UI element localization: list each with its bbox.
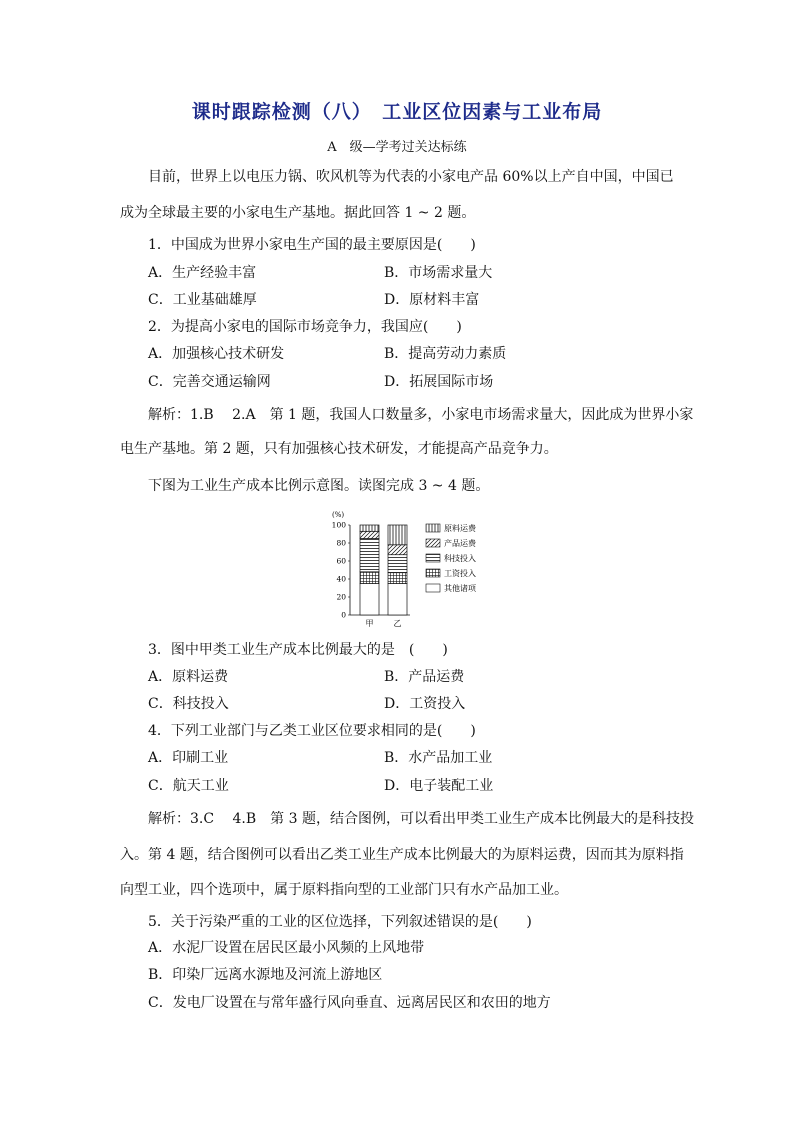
chart-y-unit: (%) (332, 511, 345, 519)
page-title: 课时跟踪检测（八） 工业区位因素与工业布局 (191, 101, 603, 123)
chart-legend-label: 原料运费 (444, 524, 476, 533)
chart-bar-segment (388, 525, 407, 545)
chart-y-tick-label: 60 (336, 556, 346, 566)
chart-category-label: 甲 (365, 619, 374, 628)
question-5-stem: 5．关于污染严重的工业的区位选择，下列叙述错误的是( ) (148, 914, 532, 930)
chart-legend-label: 科技投入 (444, 554, 476, 563)
chart-category-label: 乙 (393, 619, 402, 628)
intro-1-line-2: 成为全球最主要的小家电生产基地。据此回答 1 ~ 2 题。 (120, 205, 476, 221)
intro-2: 下图为工业生产成本比例示意图。读图完成 3 ~ 4 题。 (148, 478, 490, 494)
chart-legend-swatch (426, 539, 440, 547)
chart-legend-swatch (426, 554, 440, 562)
chart-y-tick-label: 80 (336, 538, 346, 548)
answer-1-2-line-1: 解析：1.B 2.A 第 1 题，我国人口数量多，小家电市场需求量大，因此成为世界小家 (148, 407, 694, 423)
q4-option-c: C．航天工业 (148, 778, 229, 794)
answer-3-4-line-1: 解析：3.C 4.B 第 3 题，结合图例，可以看出甲类工业生产成本比例最大的是科技投 (148, 811, 694, 827)
chart-y-tick-label: 40 (336, 574, 346, 584)
chart-legend-swatch (426, 584, 440, 592)
q5-option-b: B．印染厂远离水源地及河流上游地区 (148, 967, 383, 983)
q4-option-a: A．印刷工业 (148, 750, 229, 766)
q4-option-d: D．电子装配工业 (384, 778, 494, 794)
chart-bar-segment (360, 539, 379, 572)
q4-option-b: B．水产品加工业 (384, 750, 493, 766)
q2-option-b: B．提高劳动力素质 (384, 346, 507, 362)
chart-bar-segment (360, 531, 379, 538)
question-3-stem: 3．图中甲类工业生产成本比例最大的是 ( ) (148, 642, 448, 658)
chart-legend-label: 其他诸项 (444, 584, 476, 593)
q3-option-a: A．原料运费 (148, 669, 229, 685)
chart-bar-segment (388, 584, 407, 616)
section-subtitle: A 级—学考过关达标练 (327, 140, 467, 155)
answer-1-2-line-2: 电生产基地。第 2 题，只有加强核心技术研发，才能提高产品竞争力。 (120, 441, 558, 457)
q2-option-c: C．完善交通运输网 (148, 374, 271, 390)
question-4-stem: 4．下列工业部门与乙类工业区位要求相同的是( ) (148, 723, 476, 739)
q1-option-a: A．生产经验丰富 (148, 265, 257, 281)
q5-option-c: C．发电厂设置在与常年盛行风向垂直、远离居民区和农田的地方 (148, 995, 551, 1011)
answer-3-4-line-3: 向型工业，四个选项中，属于原料指向型的工业部门只有水产品加工业。 (120, 882, 568, 898)
chart-legend-swatch (426, 569, 440, 577)
q3-option-c: C．科技投入 (148, 696, 229, 712)
chart-bar-segment (388, 545, 407, 555)
q1-option-d: D．原材料丰富 (384, 292, 480, 308)
chart-legend-label: 产品运费 (444, 539, 476, 548)
question-2-stem: 2．为提高小家电的国际市场竞争力，我国应( ) (148, 319, 462, 335)
chart-bar-segment (360, 584, 379, 616)
chart-bar-segment (360, 572, 379, 584)
q1-option-b: B．市场需求量大 (384, 265, 493, 281)
q3-option-b: B．产品运费 (384, 669, 465, 685)
chart-bar-segment (360, 525, 379, 531)
q2-option-a: A．加强核心技术研发 (148, 346, 285, 362)
chart-bar-segment (388, 573, 407, 584)
chart-y-tick-label: 0 (341, 610, 346, 620)
answer-3-4-line-2: 入。第 4 题，结合图例可以看出乙类工业生产成本比例最大的为原料运费，因而其为原料指 (120, 847, 684, 863)
q5-option-a: A．水泥厂设置在居民区最小风频的上风地带 (148, 940, 425, 956)
chart-legend-label: 工资投入 (444, 569, 476, 578)
chart-bar-segment (388, 555, 407, 573)
intro-1-line-1: 目前，世界上以电压力锅、吹风机等为代表的小家电产品 60%以上产自中国，中国已 (148, 169, 674, 185)
chart-legend-swatch (426, 524, 440, 532)
question-1-stem: 1．中国成为世界小家电生产国的最主要原因是( ) (148, 237, 476, 253)
q3-option-d: D．工资投入 (384, 696, 466, 712)
cost-ratio-chart (326, 508, 496, 628)
q2-option-d: D．拓展国际市场 (384, 374, 494, 390)
chart-y-tick-label: 20 (336, 592, 346, 602)
chart-y-tick-label: 100 (331, 520, 346, 530)
q1-option-c: C．工业基础雄厚 (148, 292, 257, 308)
